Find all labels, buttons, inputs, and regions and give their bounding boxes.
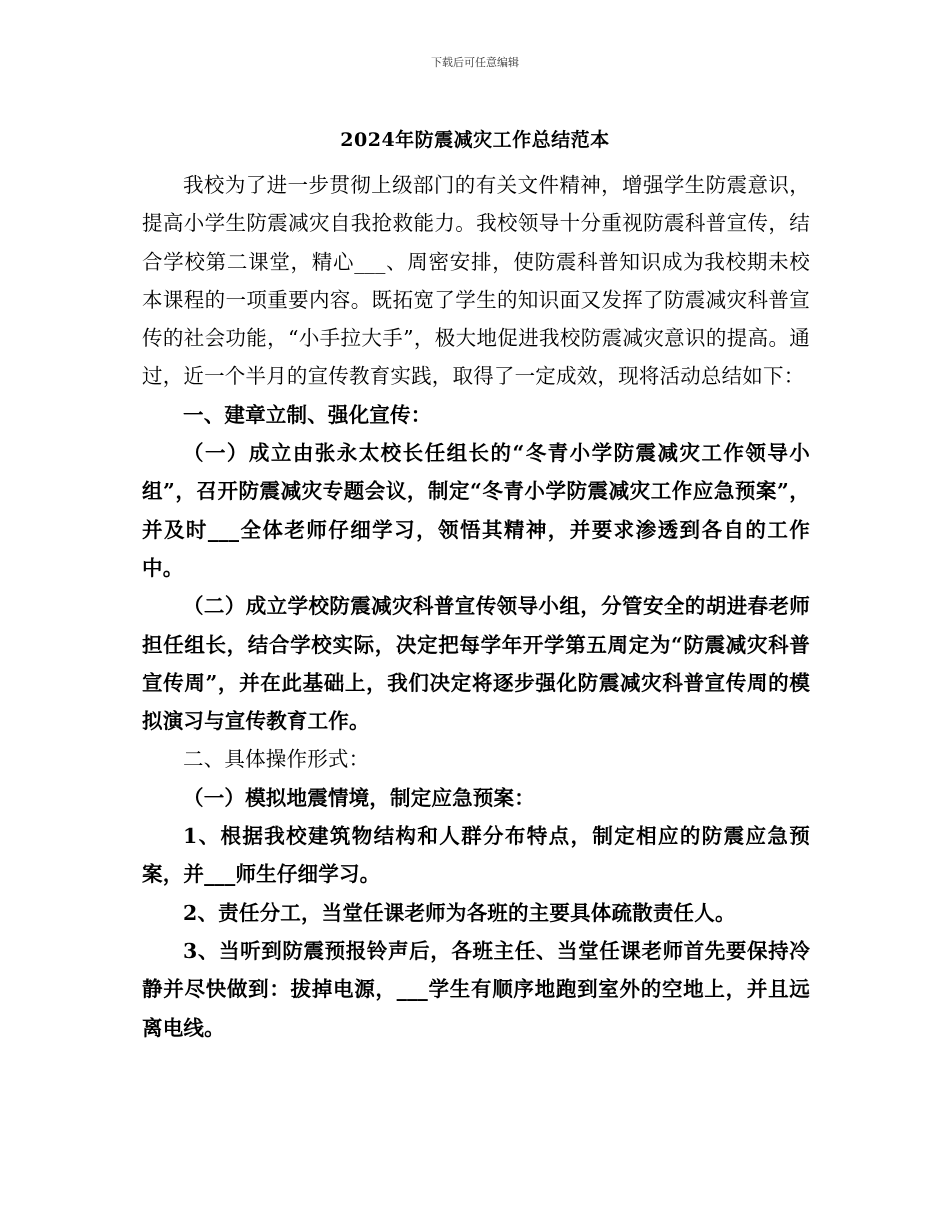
intro-paragraph: 我校为了进一步贯彻上级部门的有关文件精神，增强学生防震意识，提高小学生防震减灾自我抢救能力。我校领导十分重视防震科普宣传，结合学校第二课堂，精心___、周密安排，使防震科普知识成为我校期未校本课程的一项重要内容。既拓宽了学生的知识面又发挥了防震减灾科普宣传的社会功能，“小手拉大手”，极大地促进我校防震减灾意识的提高。通过，近一个半月的宣传教育实践，取得了一定成效，现将活动总结如下： [142, 173, 810, 389]
section-2-subheading-1: （一）模拟地震情境，制定应急预案： [183, 785, 535, 810]
section-1-item-2: （二）成立学校防震减灾科普宣传领导小组，分管安全的胡进春老师担任组长，结合学校实际，决定把每学年开学第五周定为“防震减灾科普宣传周”，并在此基础上，我们决定将逐步强化防震减灾科普宣传周的模拟演习与宣传教育工作。 [142, 594, 810, 734]
section-heading-1: 一、建章立制、强化宣传： [183, 402, 432, 427]
document-title: 2024年防震减灾工作总结范本 [340, 129, 610, 151]
section-1-item-1: （一）成立由张永太校长任组长的“冬青小学防震减灾工作领导小组”，召开防震减灾专题会议，制定“冬青小学防震减灾工作应急预案”，并及时___全体老师仔细学习，领悟其精神，并要求渗透到各自的工作中。 [142, 441, 810, 580]
section-2-item-1: 1、根据我校建筑物结构和人群分布特点，制定相应的防震应急预案，并___师生仔细学习。 [142, 824, 810, 887]
section-heading-2: 二、具体操作形式： [183, 747, 370, 772]
page-header-note: 下载后可任意编辑 [431, 56, 519, 69]
section-2-item-2: 2、责任分工，当堂任课老师为各班的主要具体疏散责任人。 [183, 900, 736, 925]
document-body [142, 166, 810, 1047]
section-2-item-3: 3、当听到防震预报铃声后，各班主任、当堂任课老师首先要保持冷静并尽快做到：拔掉电源，___学生有顺序地跑到室外的空地上，并且远离电线。 [142, 938, 810, 1040]
